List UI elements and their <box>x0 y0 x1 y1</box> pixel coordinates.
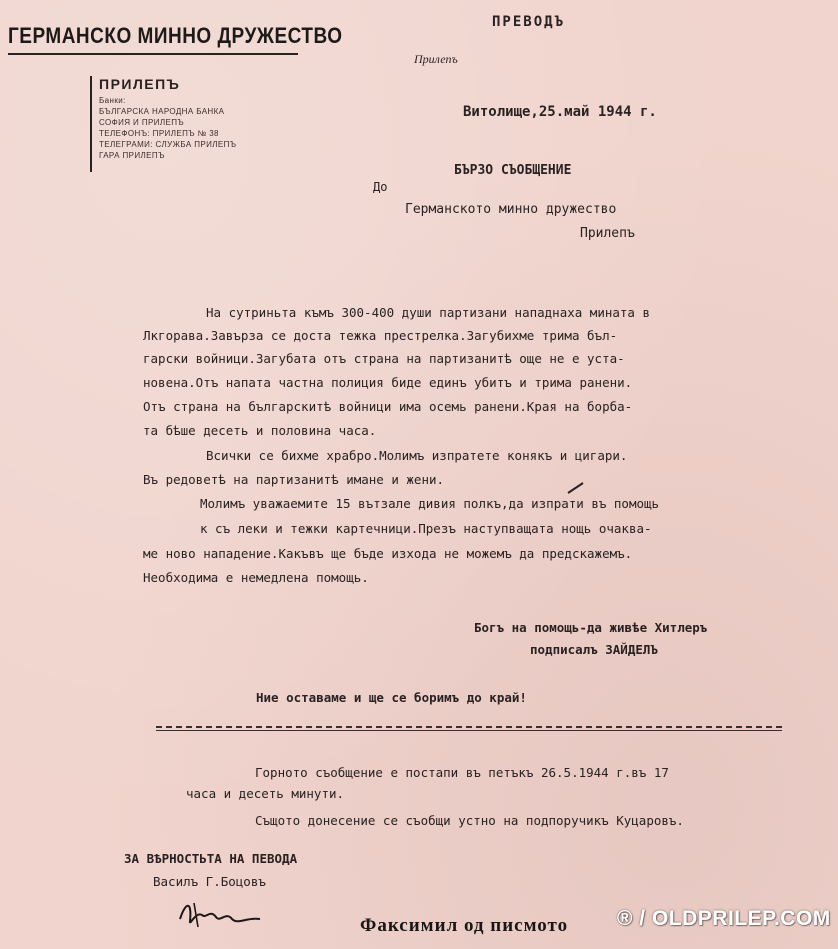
body-line: гарски войници.Загубата отъ страна на партизанитѣ още не е уста- <box>143 351 625 366</box>
handwritten-city: Прилепъ <box>414 52 458 66</box>
closing-salute: Богъ на помощь-да живѣе Хитлеръ <box>474 620 708 635</box>
body-line: новена.Отъ напата частна полиция биде единъ убитъ и трима ранени. <box>143 375 633 390</box>
recipient-line-1: Германското минно дружество <box>405 202 617 217</box>
body-line: На сутриньта къмъ 300-400 души партизани нападнаха мината в <box>206 305 651 320</box>
company-name: ГЕРМАНСКО МИННО ДРУЖЕСТВО <box>8 24 343 49</box>
company-underline <box>8 53 298 55</box>
closing-statement: Ние оставаме и ще се боримъ до край! <box>256 690 527 705</box>
letterhead-detail: СОФИЯ И ПРИЛЕПЪ <box>99 118 185 127</box>
body-line: к съ леки и тежки картечници.Презъ наступващата нощь очаква- <box>200 521 652 536</box>
body-line: Всички се бихме храбро.Молимъ изпратете конякъ и цигари. <box>206 448 628 463</box>
footer-note: часа и десеть минути. <box>186 786 345 801</box>
letterhead-detail: ТЕЛЕГРАМИ: СЛУЖБА ПРИЛЕПЪ <box>99 140 237 149</box>
letterhead-detail: ТЕЛЕФОНЪ: ПРИЛЕПЪ № 38 <box>99 129 219 138</box>
letterhead-rule <box>90 76 92 172</box>
letterhead-detail: ГАРА ПРИЛЕПЪ <box>99 151 165 160</box>
to-label: До <box>373 180 388 194</box>
urgent-heading: БЪРЗО СЪОБЩЕНИЕ <box>454 163 572 178</box>
signed-by: подписалъ ЗАЙДЕЛЪ <box>530 642 658 657</box>
site-watermark: ® / OLDPRILEP.COM <box>617 907 831 930</box>
body-line: Молимъ уважаемите 15 вътзале дивия полкъ,да изпрати въ помощь <box>200 496 660 511</box>
certifier-name: Василъ Г.Боцовъ <box>153 874 266 889</box>
body-line: Необходима е немедлена помощь. <box>143 570 369 585</box>
handwritten-signature-icon <box>176 897 266 933</box>
recipient-line-2: Прилепъ <box>580 226 635 241</box>
body-line: Въ редоветѣ на партизанитѣ имане и жени. <box>143 472 445 487</box>
letterhead-detail: Банки: <box>99 96 126 105</box>
document-title: ПРЕВОДЪ <box>492 14 566 30</box>
separator-line <box>156 730 782 731</box>
separator-line <box>156 726 782 728</box>
footer-note: Горното съобщение е постапи въ петъкъ 26.5.1944 г.въ 17 <box>255 765 669 780</box>
body-line: Лкгорава.Завърза се доста тежка престрелка.Загубихме трима бъл- <box>143 328 618 343</box>
facsimile-caption: Факсимил од писмото <box>360 915 569 936</box>
pen-mark-icon <box>566 480 586 496</box>
certification-heading: ЗА ВѢРНОСТЬТА НА ПЕВОДА <box>124 851 298 866</box>
body-line: та бѣше десеть и половина часа. <box>143 423 377 438</box>
footer-note: Същото донесение се съобщи устно на подпоручикъ Куцаровъ. <box>255 813 684 828</box>
letterhead-detail: БЪЛГАРСКА НАРОДНА БАНКА <box>99 107 225 116</box>
body-line: ме ново нападение.Какъвъ ще бъде изхода не можемъ да предскажемъ. <box>143 546 633 561</box>
letterhead-city: ПРИЛЕПЪ <box>99 76 181 92</box>
body-line: Отъ страна на българскитѣ войници има осемь ранени.Края на борба- <box>143 399 633 414</box>
document-date: Витолище,25.май 1944 г. <box>463 104 657 120</box>
